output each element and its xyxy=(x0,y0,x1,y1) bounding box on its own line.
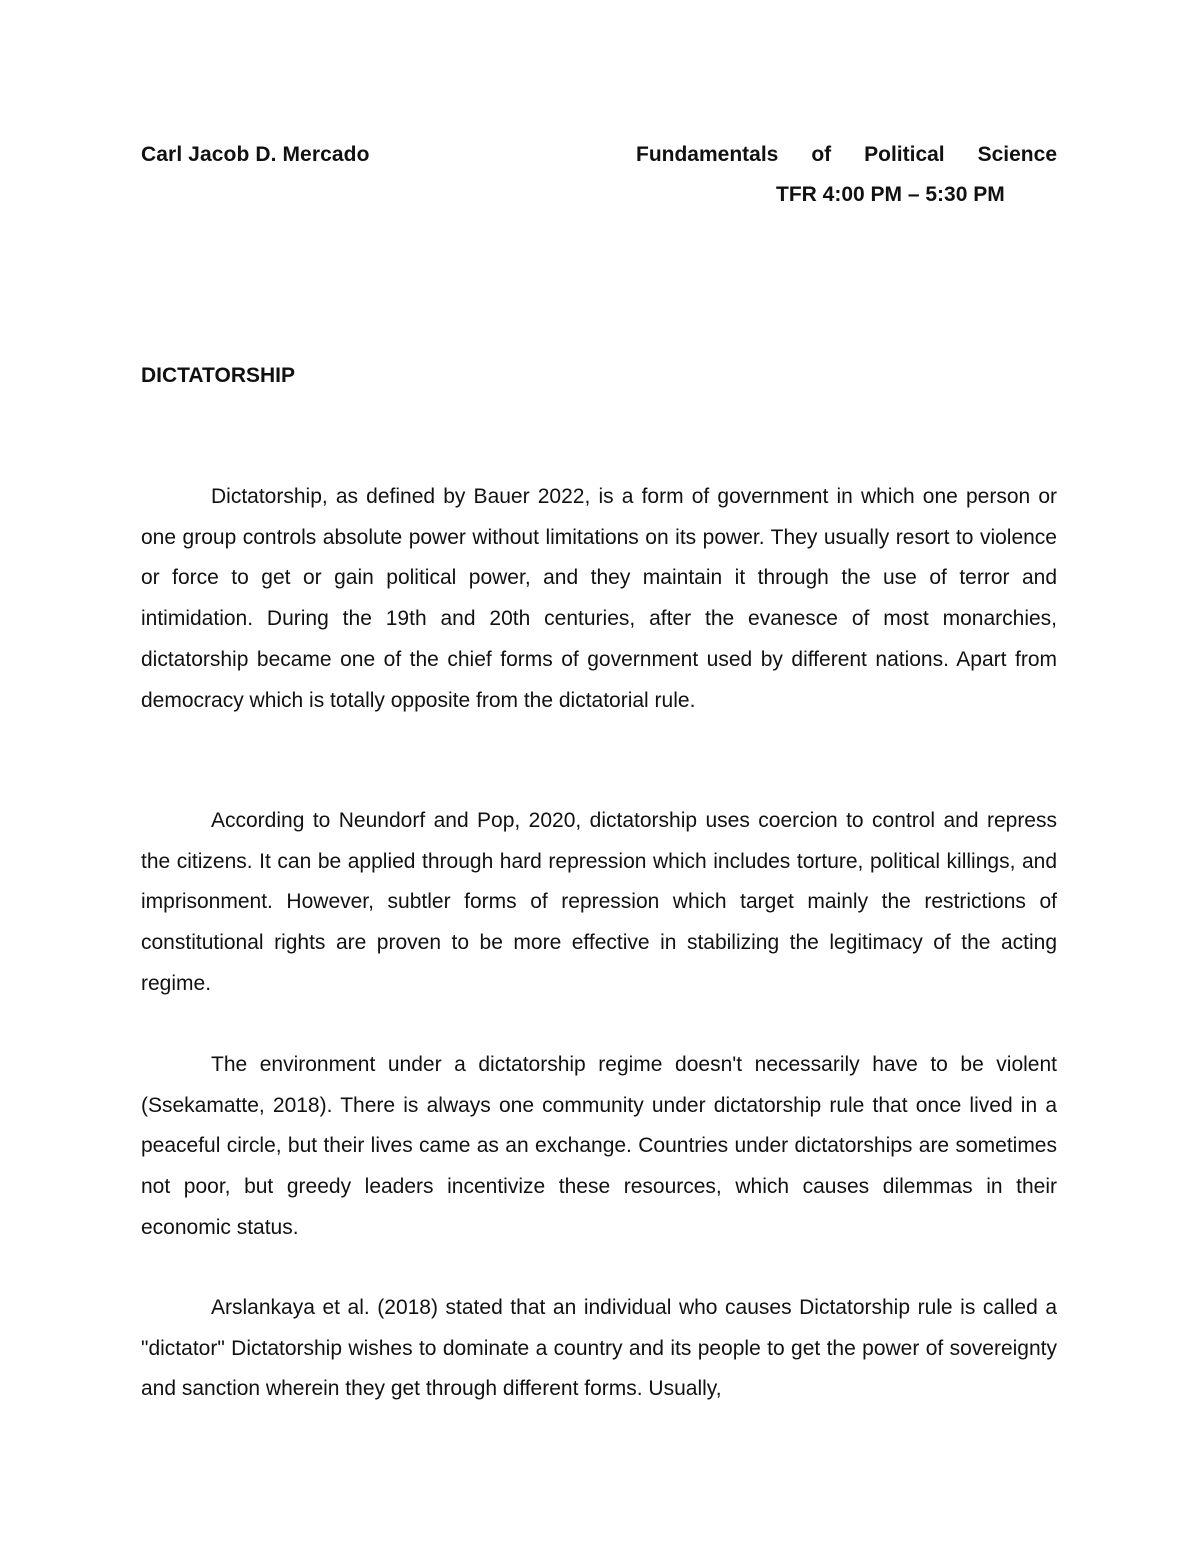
class-schedule: TFR 4:00 PM – 5:30 PM xyxy=(776,183,1005,206)
section-title: DICTATORSHIP xyxy=(141,364,296,387)
paragraph-4: Arslankaya et al. (2018) stated that an individual who causes Dictatorship rule is called a "dictator" Dictatorship wishes to dominate a country and its people to get the power of sovereignty and sanction wherein they get through different forms. Usually, xyxy=(141,1296,1057,1401)
paragraph-1: Dictatorship, as defined by Bauer 2022, is a form of government in which one person or one group controls absolute power without limitations on its power. They usually resort to violence or force to get or gain political power, and they maintain it through the use of terror and intimidation. During the 19th and 20th centuries, after the evanesce of most monarchies, dictatorship became one of the chief forms of government used by different nations. Apart from democracy which is totally opposite from the dictatorial rule. xyxy=(141,485,1057,712)
author-name: Carl Jacob D. Mercado xyxy=(141,143,370,166)
course-title: Fundamentals of Political Science xyxy=(636,143,1057,166)
paragraph-2: According to Neundorf and Pop, 2020, dictatorship uses coercion to control and repress the citizens. It can be applied through hard repression which includes torture, political killings, and imprisonment. However, subtler forms of repression which target mainly the restrictions of constitutional rights are proven to be more effective in stabilizing the legitimacy of the acting regime. xyxy=(141,809,1057,995)
paragraph-3: The environment under a dictatorship regime doesn't necessarily have to be violent (Ssekamatte, 2018). There is always one community under dictatorship rule that once lived in a peaceful circle, but their lives came as an exchange. Countries under dictatorships are sometimes not poor, but greedy leaders incentivize these resources, which causes dilemmas in their economic status. xyxy=(141,1053,1057,1239)
